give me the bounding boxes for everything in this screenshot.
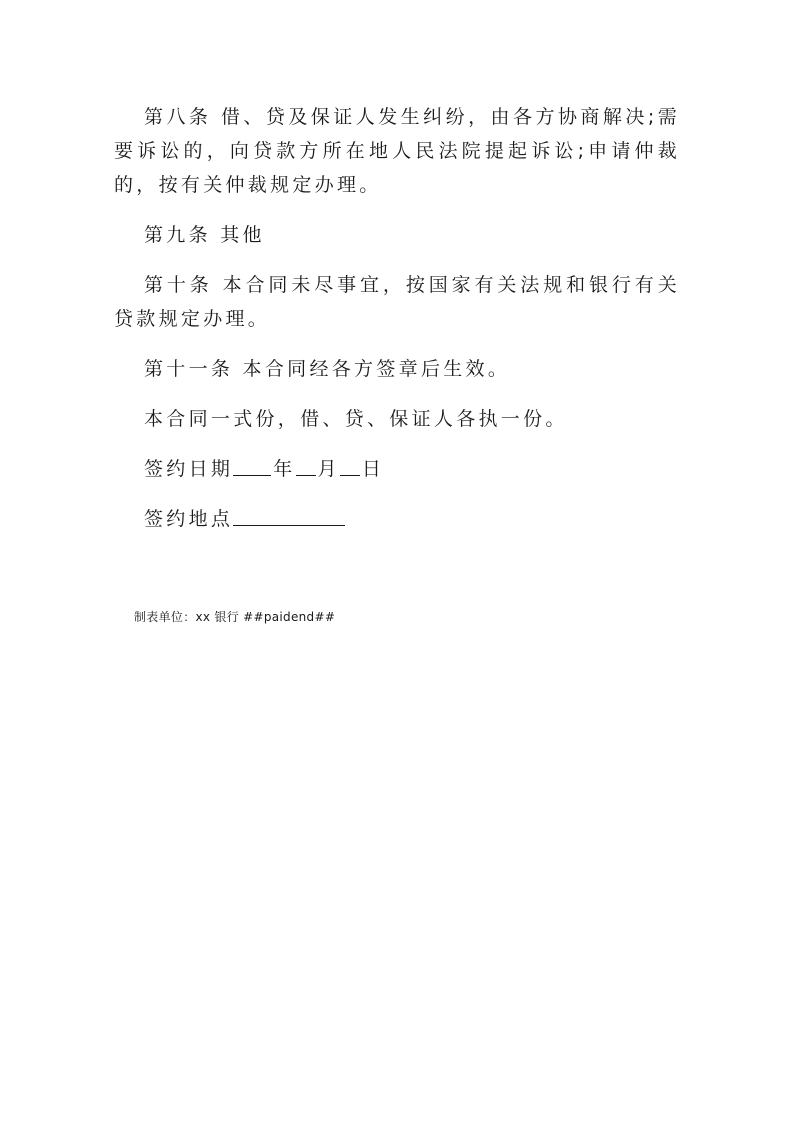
copies-paragraph: 本合同一式份，借、贷、保证人各执一份。 — [144, 408, 568, 430]
place-blank — [233, 505, 345, 526]
month-label: 月 — [317, 458, 340, 480]
day-blank — [340, 455, 360, 476]
year-blank — [233, 455, 271, 476]
article-11-paragraph: 第十一条 本合同经各方签章后生效。 — [144, 358, 511, 380]
year-label: 年 — [273, 458, 296, 480]
signing-place-label: 签约地点 — [144, 508, 234, 530]
month-blank — [296, 455, 316, 476]
article-10-paragraph: 第十条 本合同未尽事宜，按国家有关法规和银行有关贷款规定办理。 — [114, 274, 680, 330]
article-9-paragraph: 第九条 其他 — [144, 224, 265, 246]
signing-date-line — [114, 452, 680, 486]
signing-date-label: 签约日期 — [144, 458, 234, 480]
footer-note: 制表单位：xx 银行 ##paidend## — [134, 610, 336, 624]
article-8-paragraph: 第八条 借、贷及保证人发生纠纷，由各方协商解决;需要诉讼的，向贷款方所在地人民法院提起诉讼;申请仲裁的，按有关仲裁规定办理。 — [114, 106, 680, 196]
signing-place-line — [114, 502, 680, 536]
day-label: 日 — [361, 458, 385, 480]
contract-body — [114, 100, 680, 552]
